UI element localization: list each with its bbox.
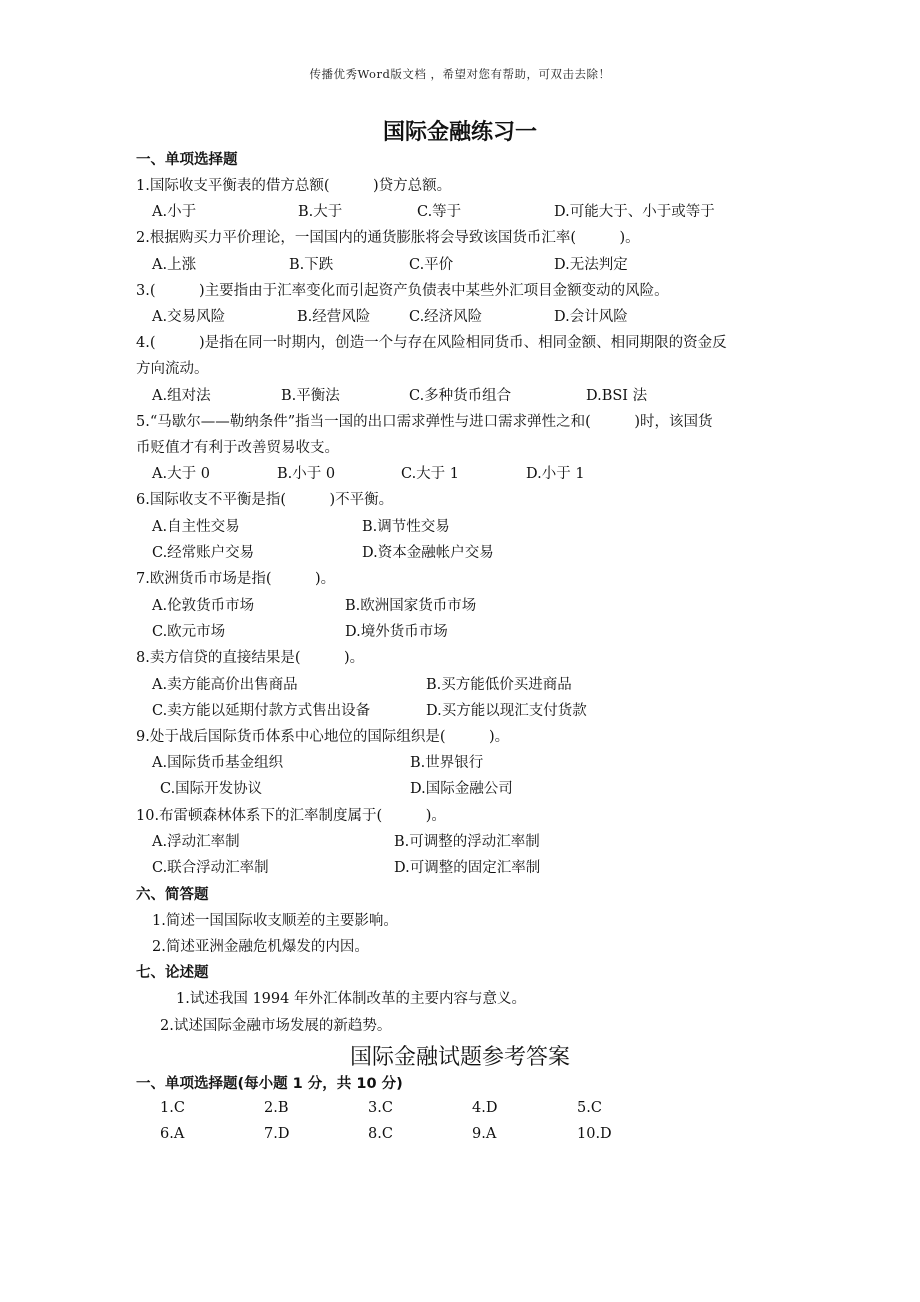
option: C.等于	[417, 204, 462, 220]
option: B.世界银行	[410, 755, 484, 771]
option: D.无法判定	[554, 257, 628, 273]
option: D.可能大于、小于或等于	[554, 204, 715, 220]
answer-item: 7.D	[264, 1126, 290, 1142]
option: A.卖方能高价出售商品	[152, 677, 298, 693]
option: D.可调整的固定汇率制	[394, 860, 541, 876]
option: D.境外货币市场	[345, 624, 448, 640]
essay-question: 1.试述我国 1994 年外汇体制改革的主要内容与意义。	[176, 991, 526, 1007]
option: D.国际金融公司	[410, 781, 513, 797]
option: A.组对法	[152, 388, 211, 404]
option: C.大于 1	[401, 466, 460, 482]
answer-item: 5.C	[577, 1100, 602, 1116]
question-stem: 6.国际收支不平衡是指( )不平衡。	[136, 492, 394, 508]
answer-item: 1.C	[160, 1100, 185, 1116]
section-heading-answers: 一、单项选择题(每小题 1 分，共 10 分)	[136, 1076, 403, 1092]
option: C.卖方能以延期付款方式售出设备	[152, 703, 371, 719]
option: A.伦敦货币市场	[152, 598, 255, 614]
option: A.小于	[152, 204, 197, 220]
question-stem: 9.处于战后国际货币体系中心地位的国际组织是( )。	[136, 729, 510, 745]
answer-item: 8.C	[368, 1126, 393, 1142]
option: D.会计风险	[554, 309, 628, 325]
question-stem: 10.布雷顿森林体系下的汇率制度属于( )。	[136, 808, 446, 824]
option: D.小于 1	[526, 466, 585, 482]
section-heading-essay: 七、论述题	[136, 965, 209, 981]
option: C.国际开发协议	[160, 781, 263, 797]
option: C.欧元市场	[152, 624, 226, 640]
answer-item: 9.A	[472, 1126, 497, 1142]
option: C.经济风险	[409, 309, 483, 325]
option: C.平价	[409, 257, 454, 273]
option: C.多种货币组合	[409, 388, 512, 404]
answer-item: 6.A	[160, 1126, 185, 1142]
question-stem: 4.( )是指在同一时期内，创造一个与存在风险相同货币、相同金额、相同期限的资金反	[136, 335, 727, 351]
question-stem: 币贬值才有利于改善贸易收支。	[136, 440, 339, 456]
option: C.经常账户交易	[152, 545, 255, 561]
question-stem: 8.卖方信贷的直接结果是( )。	[136, 650, 365, 666]
option: B.小于 0	[277, 466, 336, 482]
option: A.交易风险	[152, 309, 226, 325]
section-heading-choice: 一、单项选择题	[136, 152, 238, 168]
option: A.浮动汇率制	[152, 834, 240, 850]
option: D.BSI 法	[586, 388, 648, 404]
option: B.大于	[298, 204, 343, 220]
option: D.资本金融帐户交易	[362, 545, 494, 561]
essay-question: 2.试述国际金融市场发展的新趋势。	[160, 1018, 392, 1034]
answer-item: 2.B	[264, 1100, 289, 1116]
answer-item: 3.C	[368, 1100, 393, 1116]
option: D.买方能以现汇支付货款	[426, 703, 587, 719]
option: B.平衡法	[281, 388, 340, 404]
question-stem: 方向流动。	[136, 361, 209, 377]
option: B.买方能低价买进商品	[426, 677, 572, 693]
option: A.大于 0	[152, 466, 210, 482]
option: A.上涨	[152, 257, 197, 273]
page-header: 传播优秀Word版文档 ，希望对您有帮助，可双击去除！	[309, 67, 611, 81]
option: A.国际货币基金组织	[152, 755, 284, 771]
option: C.联合浮动汇率制	[152, 860, 269, 876]
option: B.欧洲国家货币市场	[345, 598, 477, 614]
option: A.自主性交易	[152, 519, 240, 535]
question-stem: 1.国际收支平衡表的借方总额( )贷方总额。	[136, 178, 452, 194]
question-stem: 7.欧洲货币市场是指( )。	[136, 571, 336, 587]
short-answer-question: 1.简述一国国际收支顺差的主要影响。	[152, 913, 398, 929]
question-stem: 5.“马歇尔——勒纳条件”指当一国的出口需求弹性与进口需求弹性之和( )时，该国货	[136, 414, 713, 430]
answer-item: 10.D	[577, 1126, 612, 1142]
question-stem: 2.根据购买力平价理论，一国国内的通货膨胀将会导致该国货币汇率( )。	[136, 230, 640, 246]
option: B.调节性交易	[362, 519, 450, 535]
option: B.经营风险	[297, 309, 371, 325]
page-title: 国际金融练习一	[382, 120, 537, 145]
answer-item: 4.D	[472, 1100, 498, 1116]
section-heading-short-answer: 六、简答题	[136, 887, 209, 903]
option: B.下跌	[289, 257, 334, 273]
answer-key-title: 国际金融试题参考答案	[349, 1045, 570, 1070]
option: B.可调整的浮动汇率制	[394, 834, 540, 850]
short-answer-question: 2.简述亚洲金融危机爆发的内因。	[152, 939, 369, 955]
question-stem: 3.( )主要指由于汇率变化而引起资产负债表中某些外汇项目金额变动的风险。	[136, 283, 669, 299]
